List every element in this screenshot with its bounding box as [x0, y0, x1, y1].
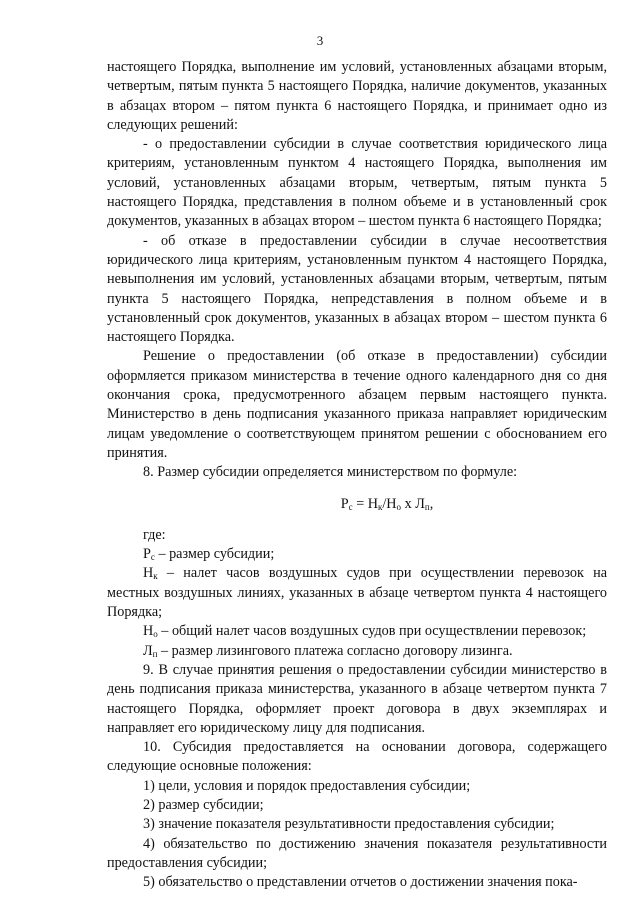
subsidy-formula: $Р_с = Н_к/Н_о$ х $Л_п$, — [340, 495, 434, 512]
paragraph: 10. Субсидия предоставляется на основании договора, содержащего следующие основные положения: — [107, 739, 607, 775]
list-item: 2) размер субсидии; — [143, 796, 264, 813]
page-number: 3 — [316, 33, 324, 48]
formula-definition: $Л_п$ – размер лизингового платежа согласно договору лизинга. — [143, 642, 513, 659]
document-body — [107, 58, 607, 892]
formula-definition: $Н_о$ – общий налет часов воздушных судов при осуществлении перевозок; — [143, 623, 587, 640]
paragraph: Решение о предоставлении (об отказе в предоставлении) субсидии оформляется приказом министерства в течение одного календарного дня со дня окончания срока, предусмотренного абзацем первым настоящего пункта. Министерство в день подписания указанного приказа направляет юридическим лицам уведомление о соответствующем принятом решении с обоснованием его принятия. — [107, 348, 607, 461]
paragraph: 8. Размер субсидии определяется министерством по формуле: — [143, 464, 518, 481]
paragraph: 9. В случае принятия решения о предоставлении субсидии министерство в день подписания приказа министерства, указанного в абзаце четвертом пункта 7 настоящего Порядка, оформляет проект договора в двух экземплярах и направляет его юридическому лицу для подписания. — [107, 661, 607, 736]
formula-definition: $Н_к$ – налет часов воздушных судов при осуществлении перевозок на местных воздушных линиях, указанных в абзаце четвертом пункта 4 настоящего Порядка; — [107, 565, 607, 621]
formula-definition: $Р_с$ – размер субсидии; — [143, 546, 275, 563]
paragraph: - об отказе в предоставлении субсидии в случае несоответствия юридического лица критериям, установленным пунктом 4 настоящего Порядка, невыполнения им условий, установленных абзацами вторым, четвертым, пятым пункта 5 настоящего Порядка, непредставления в полном объеме и в установленный срок документов, указанных в абзацах втором – шестом пункта 6 настоящего Порядка. — [107, 232, 607, 346]
list-item: 3) значение показателя результативности предоставления субсидии; — [143, 816, 555, 833]
paragraph: настоящего Порядка, выполнение им условий, установленных абзацами вторым, четвертым, пятым пункта 5 настоящего Порядка, наличие документов, указанных в абзацах втором – пятом пункта 6 настоящего Порядка, и принимает одно из следующих решений: — [107, 59, 607, 133]
list-item: 1) цели, условия и порядок предоставления субсидии; — [143, 777, 471, 794]
formula-where: где: — [143, 526, 166, 543]
list-item: 5) обязательство о представлении отчетов о достижении значения пока- — [143, 874, 578, 891]
paragraph: - о предоставлении субсидии в случае соответствия юридического лица критериям, установленным пунктом 4 настоящего Порядка, выполнения им условий, установленных абзацами вторым, четвертым, пятым пункта 5 настоящего Порядка, представления в полном объеме и в установленный срок документов, указанных в абзацах втором – шестом пункта 6 настоящего Порядка; — [107, 136, 607, 230]
list-item: 4) обязательство по достижению значения показателя результативности предоставления субсидии; — [107, 835, 607, 871]
